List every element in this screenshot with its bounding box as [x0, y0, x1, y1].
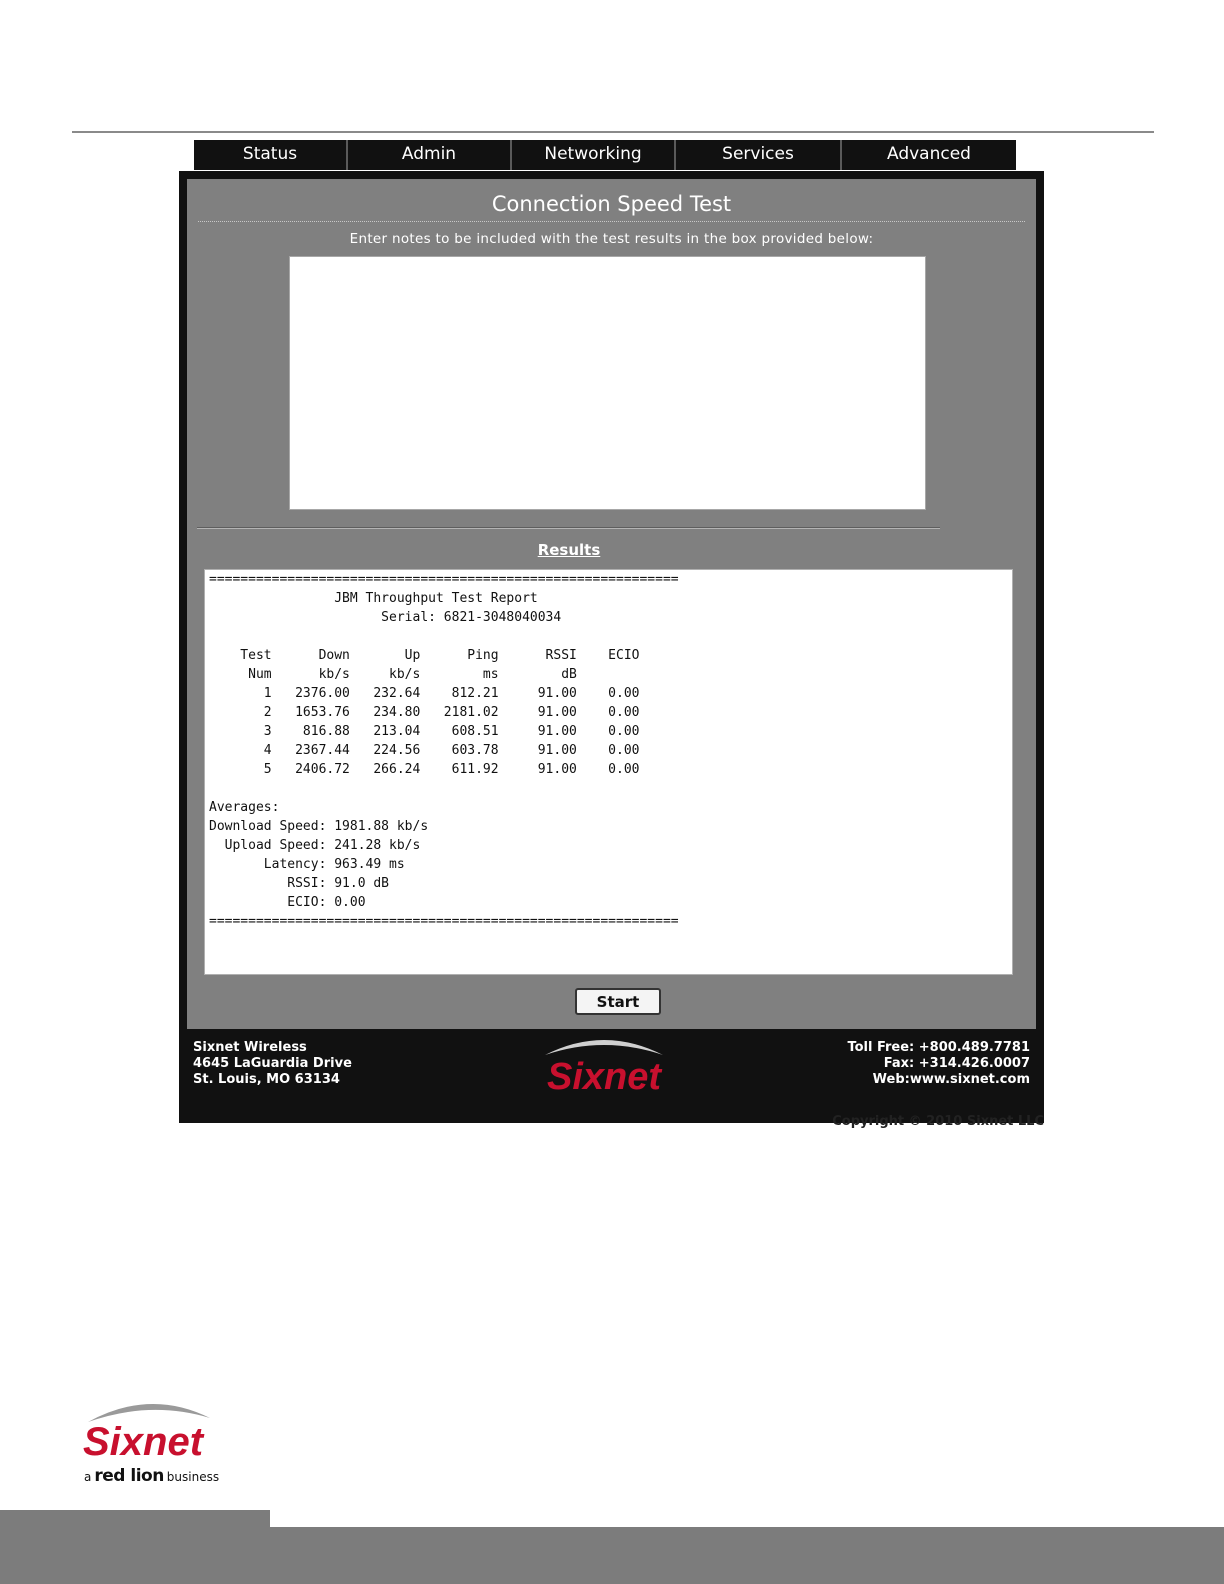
report-average: RSSI: 91.0 dB	[209, 876, 390, 891]
report-row: 4 2367.44 224.56 603.78 91.00 0.00	[209, 743, 640, 758]
tab-networking[interactable]: Networking	[512, 140, 676, 170]
notes-textarea[interactable]	[289, 256, 926, 510]
tab-services[interactable]: Services	[676, 140, 842, 170]
footer-tollfree: Toll Free: +800.489.7781	[847, 1040, 1030, 1055]
copyright-text: Copyright © 2010 Sixnet LLC	[832, 1114, 1044, 1129]
report-row: 3 816.88 213.04 608.51 91.00 0.00	[209, 724, 640, 739]
footer-street: 4645 LaGuardia Drive	[193, 1056, 352, 1071]
top-rule	[72, 131, 1154, 133]
report-header-top: Test Down Up Ping RSSI ECIO	[209, 648, 640, 663]
page-bottom-bar-left	[0, 1510, 270, 1584]
footer-city: St. Louis, MO 63134	[193, 1072, 340, 1087]
report-row: 5 2406.72 266.24 611.92 91.00 0.00	[209, 762, 640, 777]
report-row: 1 2376.00 232.64 812.21 91.00 0.00	[209, 686, 640, 701]
report-averages-heading: Averages:	[209, 800, 280, 815]
report-title: JBM Throughput Test Report	[209, 591, 538, 606]
footer-address	[193, 1040, 352, 1088]
tagline-suffix: business	[166, 1470, 220, 1484]
start-button[interactable]: Start	[575, 988, 661, 1015]
footer-contact	[847, 1040, 1030, 1088]
report-header-units: Num kb/s kb/s ms dB	[209, 667, 640, 682]
footer-web: Web:www.sixnet.com	[872, 1072, 1030, 1087]
page-title: Connection Speed Test	[491, 192, 732, 216]
tagline-prefix: a	[84, 1470, 92, 1484]
main-nav	[194, 140, 1016, 170]
tab-admin[interactable]: Admin	[348, 140, 512, 170]
footer-company: Sixnet Wireless	[193, 1040, 307, 1055]
title-divider	[198, 221, 1025, 222]
report-average: Upload Speed: 241.28 kb/s	[209, 838, 421, 853]
report-separator: ============================================================	[209, 572, 679, 587]
report-row: 2 1653.76 234.80 2181.02 91.00 0.00	[209, 705, 640, 720]
report-serial: Serial: 6821-3048040034	[209, 610, 562, 625]
report-average: Download Speed: 1981.88 kb/s	[209, 819, 429, 834]
results-link[interactable]: Results	[537, 541, 601, 559]
page-bottom-bar-right	[270, 1527, 1224, 1584]
report-average: ECIO: 0.00	[209, 895, 366, 910]
redlion-logo-text: red lion	[94, 1466, 164, 1486]
tab-advanced[interactable]: Advanced	[887, 144, 971, 164]
notes-instruction: Enter notes to be included with the test results in the box provided below:	[349, 231, 874, 247]
report-separator: ============================================================	[209, 914, 679, 929]
footer-fax: Fax: +314.426.0007	[883, 1056, 1030, 1071]
redlion-tagline	[84, 1466, 219, 1486]
report-average: Latency: 963.49 ms	[209, 857, 405, 872]
tab-status[interactable]: Status	[194, 140, 348, 170]
footer-logo-text: Sixnet	[546, 1056, 662, 1098]
brand-logo-text: Sixnet	[83, 1420, 204, 1464]
footer-sixnet-logo	[529, 1029, 679, 1099]
section-divider	[197, 527, 940, 529]
app-frame	[179, 171, 1044, 1123]
results-box[interactable]	[204, 569, 1013, 975]
speed-test-panel	[187, 179, 1036, 1029]
